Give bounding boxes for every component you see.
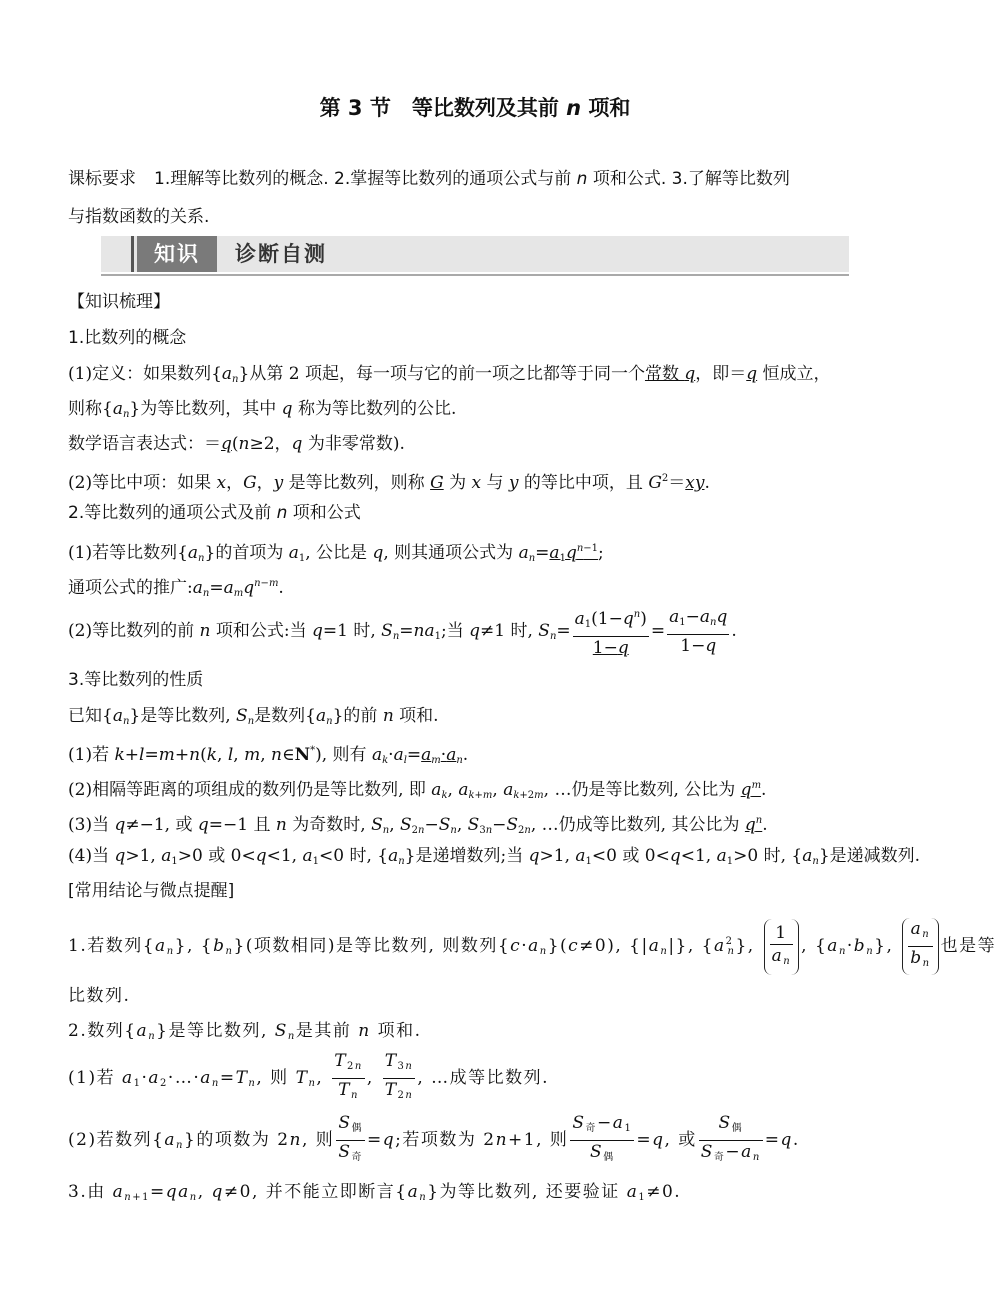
conclusion-2: 2.数列$\{a_n\}$是等比数列, $S_n$是其前 n 项和. (68, 1021, 422, 1042)
general-term-extension: 通项公式的推广$:a_n=a_mq^{n-m}$. (68, 578, 284, 599)
property-intro: 已知$\{a_n\}$是等比数列, $S_n$是数列$\{a_n\}$的前 n 项和. (68, 706, 439, 727)
property-1: (1)若 k+l=m+n(k, l, m, n∈N*), 则有 $a_k\cdot a_l=a_m\cdot a_n$. (68, 745, 469, 766)
curriculum-requirements: 课标要求 1.理解等比数列的概念. 2.掌握等比数列的通项公式与前 n 项和公式. 3.了解等比数列 与指数函数的关系. (68, 169, 790, 227)
definition-line-2: 则称$\{a_n\}$为等比数列，其中 q 称为等比数列的公比. (68, 399, 457, 420)
heading-2: 2.等比数列的通项公式及前 n 项和公式 (68, 503, 361, 523)
math-expression: 数学语言表达式：＝q(n≥2，q 为非零常数). (68, 434, 405, 454)
page-title: 第 3 节 等比数列及其前 n 项和 (319, 96, 631, 120)
conclusion-2a: (1)若 $a_1\cdot a_2\cdot\dots\cdot a_n=T_n$, 则 $T_n$, $\frac{T_{2n}}{T_n}$ , $\frac{T_{3n}}{T_{2n}}$ , …成等比数列. (68, 1051, 550, 1101)
banner-light-label: 诊断自测 (235, 242, 327, 266)
conclusion-3: 3.由 $a_{n+1}=qa_n$, q≠0, 并不能立即断言$\{a_n\}$为等比数列, 还要验证 $a_1\ne 0$. (68, 1182, 682, 1203)
conclusions-header: [常用结论与微点提醒] (68, 881, 235, 901)
definition-line-1: (1)定义：如果数列$\{a_n\}$从第 2 项起，每一项与它的前一项之比都等于同一个常数 q，即＝q 恒成立， (68, 364, 831, 385)
geometric-mean: (2)等比中项：如果 x，G，y 是等比数列，则称 G 为 x 与 y 的等比中项，且 $G^2=xy$. (68, 473, 710, 493)
conclusion-2b: (2)若数列$\{a_n\}$的项数为 2n, 则 $\frac{S_偶}{S_奇}$ =q;若项数为 2n+1, 则 $\frac{S_奇-a_1}{S_偶}$ =q, 或 $\frac{S_偶}{S_奇-a_n}$ =q. (68, 1113, 800, 1163)
heading-1: 1.比数列的概念 (68, 328, 187, 348)
banner-dark-label: 知识 (137, 236, 217, 272)
general-term: (1)若等比数列$\{a_n\}$的首项为 $a_1$, 公比是 q, 则其通项公式为 $a_n=a_1q^{n-1}$; (68, 543, 604, 564)
conclusion-1-continued: 比数列. (68, 986, 131, 1006)
property-3: (3)当 q≠−1, 或 q=−1 且 n 为奇数时, $S_n$, $S_{2n}-S_n$, $S_{3n}-S_{2n}$, …仍成等比数列, 其公比为 $q^n$. (68, 815, 768, 836)
requirements-label: 课标要求 (68, 169, 136, 189)
heading-3: 3.等比数列的性质 (68, 670, 204, 690)
knowledge-header: 【知识梳理】 (68, 292, 170, 312)
property-2: (2)相隔等距离的项组成的数列仍是等比数列, 即 $a_k$, $a_{k+m}$, $a_{k+2m}$, …仍是等比数列, 公比为 $q^m$. (68, 780, 767, 801)
property-4: (4)当 q>1, $a_1>0$ 或 0<q<1, $a_1<0$ 时, $\{a_n\}$是递增数列;当 q>1, $a_1<0$ 或 0<q<1, $a_1>0$ 时, $\{a_n\}$是递减数列. (68, 846, 921, 867)
sum-formula: (2)等比数列的前 n 项和公式:当 q=1 时, $S_n=na_1$;当 q≠1 时, $S_n=$ $\frac{a_1(1-q^n)}{1-q}$ = $\frac{a_1-a_nq}{1-q}$ . (68, 604, 737, 662)
conclusion-1: 1.若数列$\{a_n\}$, $\{b_n\}$(项数相同)是等比数列, 则数列$\{c\cdot a_n\}(c\ne 0)$, $\{|a_n|\}$, $\{a^2_n\}$, $\frac{1}{a_n}$ , $\{a_n\cdot b_n\}$, $\frac{a_n}{b_n}$ 也是等 (68, 914, 996, 980)
section-banner (101, 236, 849, 276)
